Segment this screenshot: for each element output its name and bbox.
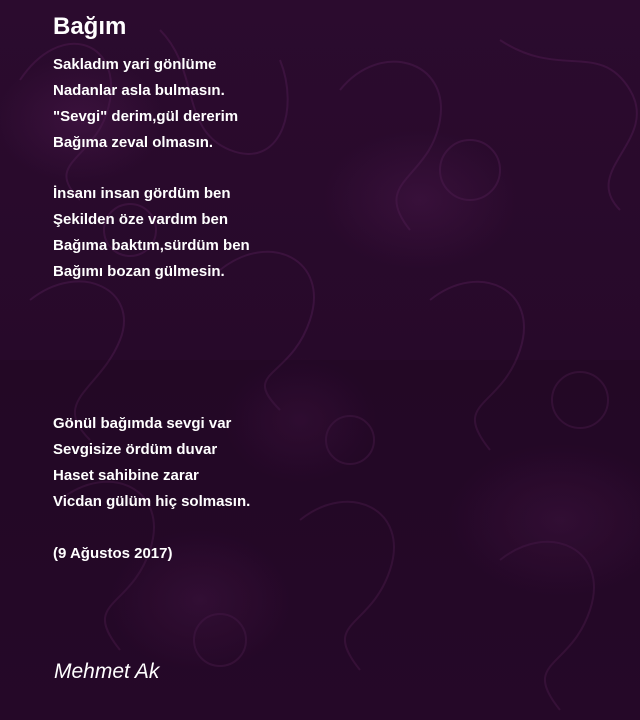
poem-stanza-3 — [53, 411, 250, 515]
poem-stanza-1 — [53, 52, 238, 156]
poem-date: (9 Ağustos 2017) — [53, 545, 173, 562]
poem-line: Bağımı bozan gülmesin. — [53, 263, 225, 280]
poem-line: Sakladım yari gönlüme — [53, 56, 217, 73]
poem-line: Sevgisize ördüm duvar — [53, 441, 218, 458]
poem-line: Gönül bağımda sevgi var — [53, 415, 232, 432]
poem-line: Haset sahibine zarar — [53, 467, 199, 484]
poem-line: Bağıma zeval olmasın. — [53, 134, 214, 151]
poem-line: Bağıma baktım,sürdüm ben — [53, 237, 250, 254]
poem-line: Vicdan gülüm hiç solmasın. — [53, 493, 251, 510]
poem-line: Nadanlar asla bulmasın. — [53, 82, 225, 99]
poem-line: İnsanı insan gördüm ben — [53, 185, 231, 202]
poem-line: Şekilden öze vardım ben — [53, 211, 229, 228]
poem-author: Mehmet Ak — [54, 660, 160, 683]
poem-line: "Sevgi" derim,gül dererim — [53, 108, 239, 125]
poem-title: Bağım — [53, 13, 127, 40]
poem-stanza-2 — [53, 181, 250, 285]
